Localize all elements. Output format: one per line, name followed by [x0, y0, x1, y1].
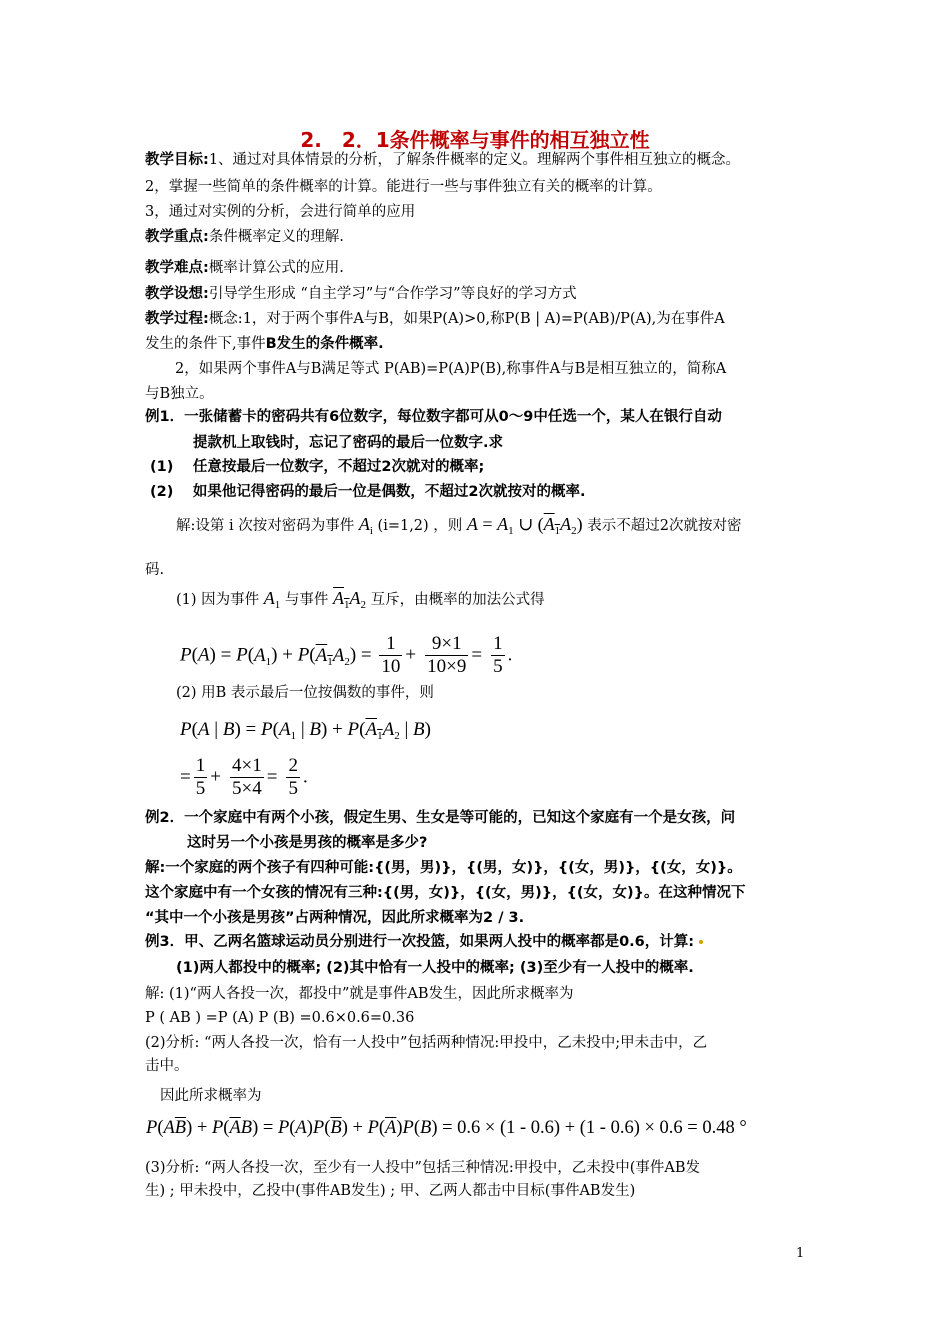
example-1-line-1: 例1．一张储蓄卡的密码共有6位数字，每位数字都可从0～9中任选一个，某人在银行自动 [145, 409, 722, 425]
design: 教学设想:引导学生形成 “自主学习”与“合作学习”等良好的学习方式 [145, 286, 577, 302]
solution-3-line-7: 生) ; 甲未投中，乙投中(事件AB发生) ; 甲、乙两人都击中目标(事件AB发生) [145, 1183, 636, 1199]
objectives-line-2: 2，掌握一些简单的条件概率的计算。能进行一些与事件独立有关的概率的计算。 [145, 179, 662, 195]
solution-1-line-2: 码. [145, 562, 165, 578]
example-3-line-1: 例3．甲、乙两名篮球运动员分别进行一次投篮，如果两人投中的概率都是0.6，计算: [145, 932, 703, 952]
solution-2-line-1: 解:一个家庭的两个孩子有四种可能:{(男，男)}，{(男，女)}，{(女，男)}，{(女，女)}。 [145, 860, 742, 876]
formula-3: = $\frac{1}{5}$ + $\frac{4\times 1}{5\times 4}$ = $\frac{2}{5}$ . [180, 755, 308, 799]
process-line-3: 2，如果两个事件A与B满足等式 P(AB)=P(A)P(B),称事件A与B是相互独立的，简称A [175, 361, 727, 377]
difficulty: 教学难点:概率计算公式的应用. [145, 260, 344, 276]
page-number: 1 [796, 1246, 805, 1261]
solution-3-line-2: P ( AB ) =P (A) P (B) =0.6×0.6=0.36 [145, 1010, 415, 1026]
solution-2-line-3: “其中一个小孩是男孩”占两种情况，因此所求概率为2 / 3. [145, 910, 525, 926]
solution-3-line-4: 击中。 [145, 1058, 189, 1074]
objectives-label: 教学目标: [145, 152, 209, 168]
example-1-question-1: (1) 任意按最后一位数字，不超过2次就对的概率; [150, 459, 485, 475]
example-3-line-2: (1)两人都投中的概率; (2)其中恰有一人投中的概率; (3)至少有一人投中的概率. [176, 960, 694, 976]
solution-2-line-2: 这个家庭中有一个女孩的情况有三种:{(男，女)}，{(女，男)}，{(女，女)}。在这种情况下 [145, 885, 746, 901]
marker-dot [699, 940, 703, 944]
solution-3-line-5: 因此所求概率为 [160, 1088, 262, 1104]
process-line-2: 发生的条件下,事件B发生的条件概率. [145, 336, 384, 352]
formula-2: P(A | $B) = P(A_1$ | $B) + P(A_1A_2$ | B) [180, 719, 431, 742]
solution-1-part-2: (2) 用B 表示最后一位按偶数的事件，则 [176, 685, 434, 701]
formula-1: $P(A) = P(A_1) + P(A_1A_2)$ = $\frac{1}{10}$ + $\frac{9\times 1}{10\times 9}$ = $\frac{1}{5}$ . [180, 633, 513, 677]
objectives-line-3: 3，通过对实例的分析，会进行简单的应用 [145, 204, 416, 220]
process-line-1: 教学过程:概念:1，对于两个事件A与B，如果P(A)>0,称P(B | A)=P(AB)/P(A),为在事件A [145, 311, 725, 327]
document-title: 2. 2．1条件概率与事件的相互独立性 [300, 128, 650, 152]
solution-3-line-3: (2)分析: “两人各投一次，恰有一人投中”包括两种情况:甲投中，乙未投中;甲未击中，乙 [145, 1035, 708, 1051]
example-1-line-2: 提款机上取钱时，忘记了密码的最后一位数字.求 [193, 435, 504, 451]
example-1-question-2: (2) 如果他记得密码的最后一位是偶数，不超过2次就按对的概率. [150, 484, 586, 500]
objectives-line-1: 教学目标:1、通过对具体情景的分析，了解条件概率的定义。理解两个事件相互独立的概念。 [145, 152, 741, 168]
key-points: 教学重点:条件概率定义的理解. [145, 229, 344, 245]
formula-4: $P(A\overline{B}) + P(\overline{A}B) = P(A)P(\overline{B}) + P(\overline{A})P(B) = 0.6 \times (1 - 0.6) + (1 - 0.6) \times 0.6 = 0.48$ ° [146, 1118, 747, 1138]
solution-3-line-1: 解: (1)“两人各投一次，都投中”就是事件AB发生，因此所求概率为 [145, 986, 574, 1002]
solution-3-line-6: (3)分析: “两人各投一次，至少有一人投中”包括三种情况:甲投中，乙未投中(事件AB发 [145, 1160, 701, 1176]
solution-1-part-1: (1) 因为事件 $A_1$ 与事件 $A_1A_2$ 互斥，由概率的加法公式得 [176, 588, 545, 611]
process-line-4: 与B独立。 [145, 386, 214, 402]
solution-1-line-1: 解:设第 i 次按对密码为事件 $A_i$ (i=1,2) ，则 $A = A_1$ ∪ $(A_1A_2)$ 表示不超过2次就按对密 [176, 514, 742, 537]
example-2-line-2: 这时另一个小孩是男孩的概率是多少? [187, 835, 428, 851]
example-2-line-1: 例2．一个家庭中有两个小孩，假定生男、生女是等可能的，已知这个家庭有一个是女孩，问 [145, 810, 736, 826]
